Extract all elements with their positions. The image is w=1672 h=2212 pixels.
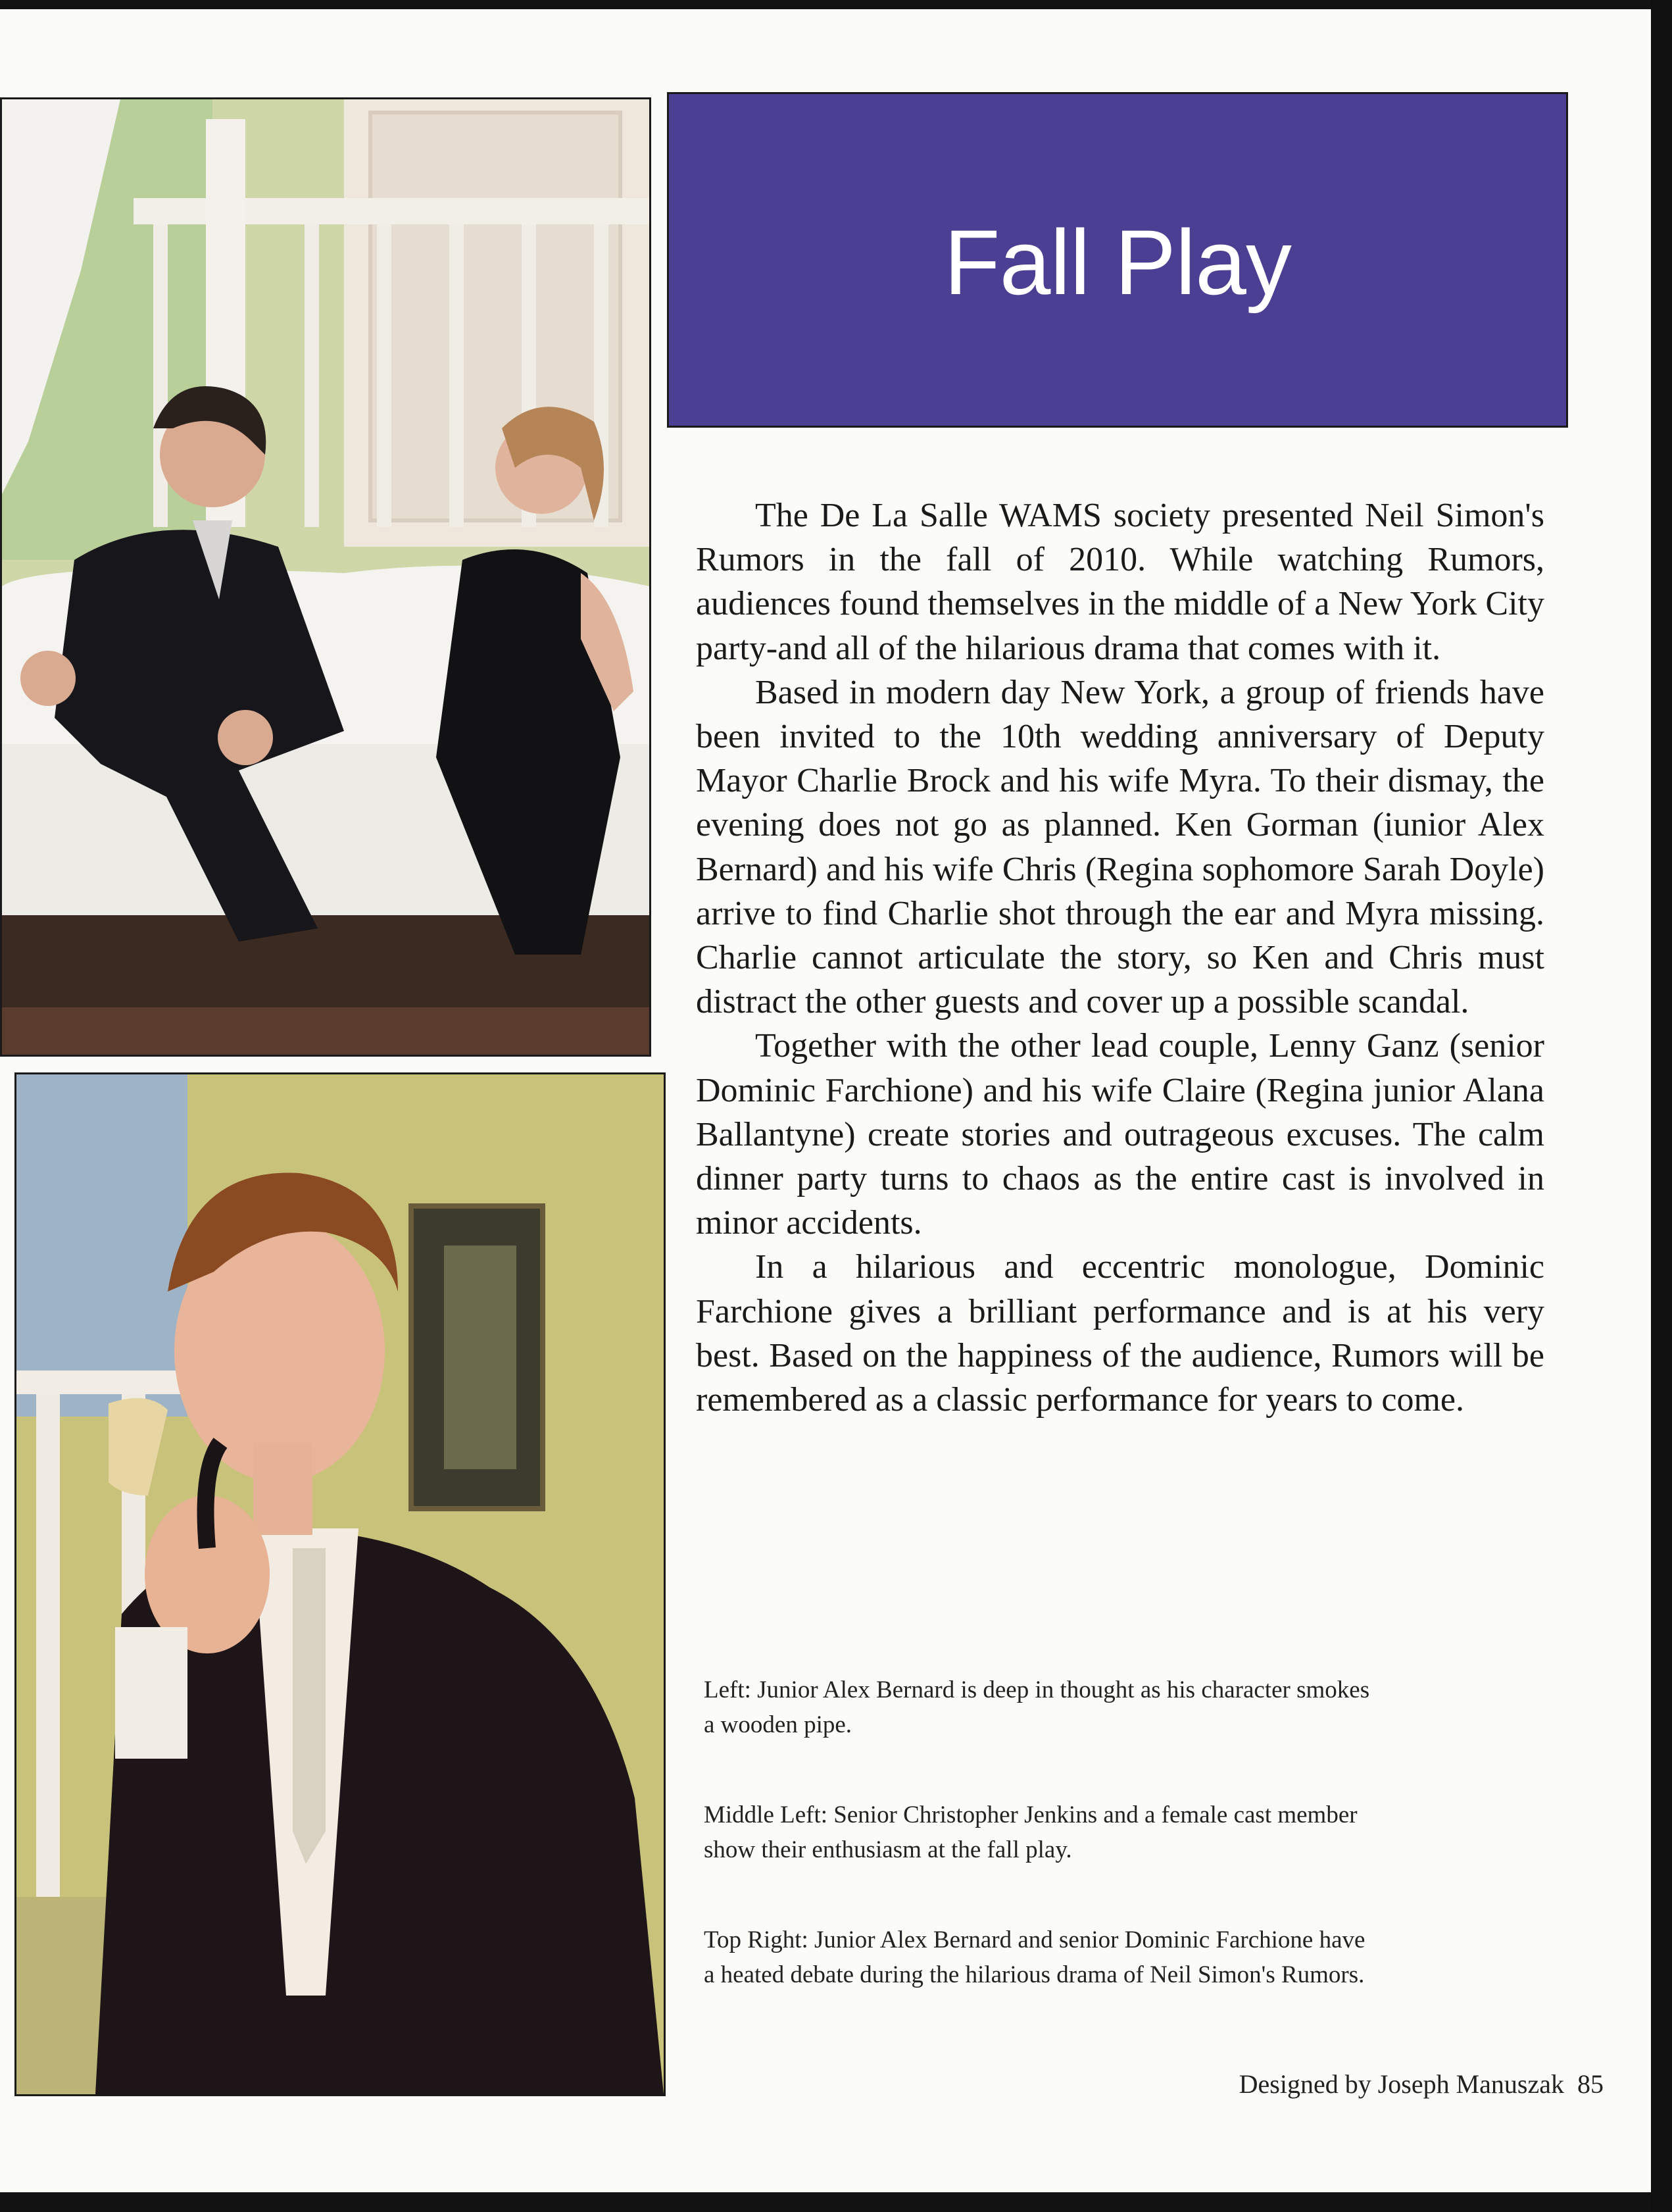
- article-paragraph: Based in modern day New York, a group of friends have been invited to the 10th wedding anniversary of Deputy Mayor Charlie Brock and his wife Myra. To their dismay, the evening does not go as planned. Ken Gorman (iunior Alex Bernard) and his wife Chris (Regina sophomore Sarah Doyle) arrive to find Charlie shot through the ear and Myra missing. Charlie cannot articulate the story, so Ken and Chris must distract the other guests and cover up a possible scandal.: [696, 673, 1544, 1021]
- stage-photo-couch-image: [2, 99, 649, 1055]
- stage-photo-pipe: [14, 1072, 666, 2096]
- stage-photo-pipe-image: [16, 1074, 664, 2094]
- page-footer: [1226, 2069, 1604, 2099]
- caption-middle-left: Middle Left: Senior Christopher Jenkins and a female cast member show their enthusiasm at the fall play.: [704, 1801, 1358, 1863]
- article-paragraph: Together with the other lead couple, Lenny Ganz (senior Dominic Farchione) and his wife Claire (Regina junior Alana Ballantyne) create stories and outrageous excuses. The calm dinner party turns to chaos as the entire cast is involved in minor accidents.: [696, 1027, 1544, 1242]
- yearbook-page: [0, 9, 1651, 2192]
- stage-photo-couch: [0, 97, 651, 1057]
- scan-edge: [1651, 0, 1672, 2212]
- title-banner: [667, 92, 1568, 428]
- designer-credit: Designed by Joseph Manuszak: [1239, 2069, 1564, 2099]
- article-paragraph: The De La Salle WAMS society presented Neil Simon's Rumors in the fall of 2010. While watching Rumors, audiences found themselves in the middle of a New York City party-and all of the hilarious drama that comes with it.: [696, 497, 1544, 667]
- page-title: Fall Play: [944, 211, 1291, 314]
- caption-top-right: Top Right: Junior Alex Bernard and senior Dominic Farchione have a heated debate during the hilarious drama of Neil Simon's Rumors.: [704, 1926, 1365, 1988]
- page-number: 85: [1577, 2069, 1604, 2099]
- article-paragraph: In a hilarious and eccentric monologue, Dominic Farchione gives a brilliant performance and is at his very best. Based on the happiness of the audience, Rumors will be remembered as a classic performance for years to come.: [696, 1248, 1544, 1419]
- article-body: [696, 493, 1544, 1422]
- caption-left: Left: Junior Alex Bernard is deep in thought as his character smokes a wooden pipe.: [704, 1676, 1370, 1738]
